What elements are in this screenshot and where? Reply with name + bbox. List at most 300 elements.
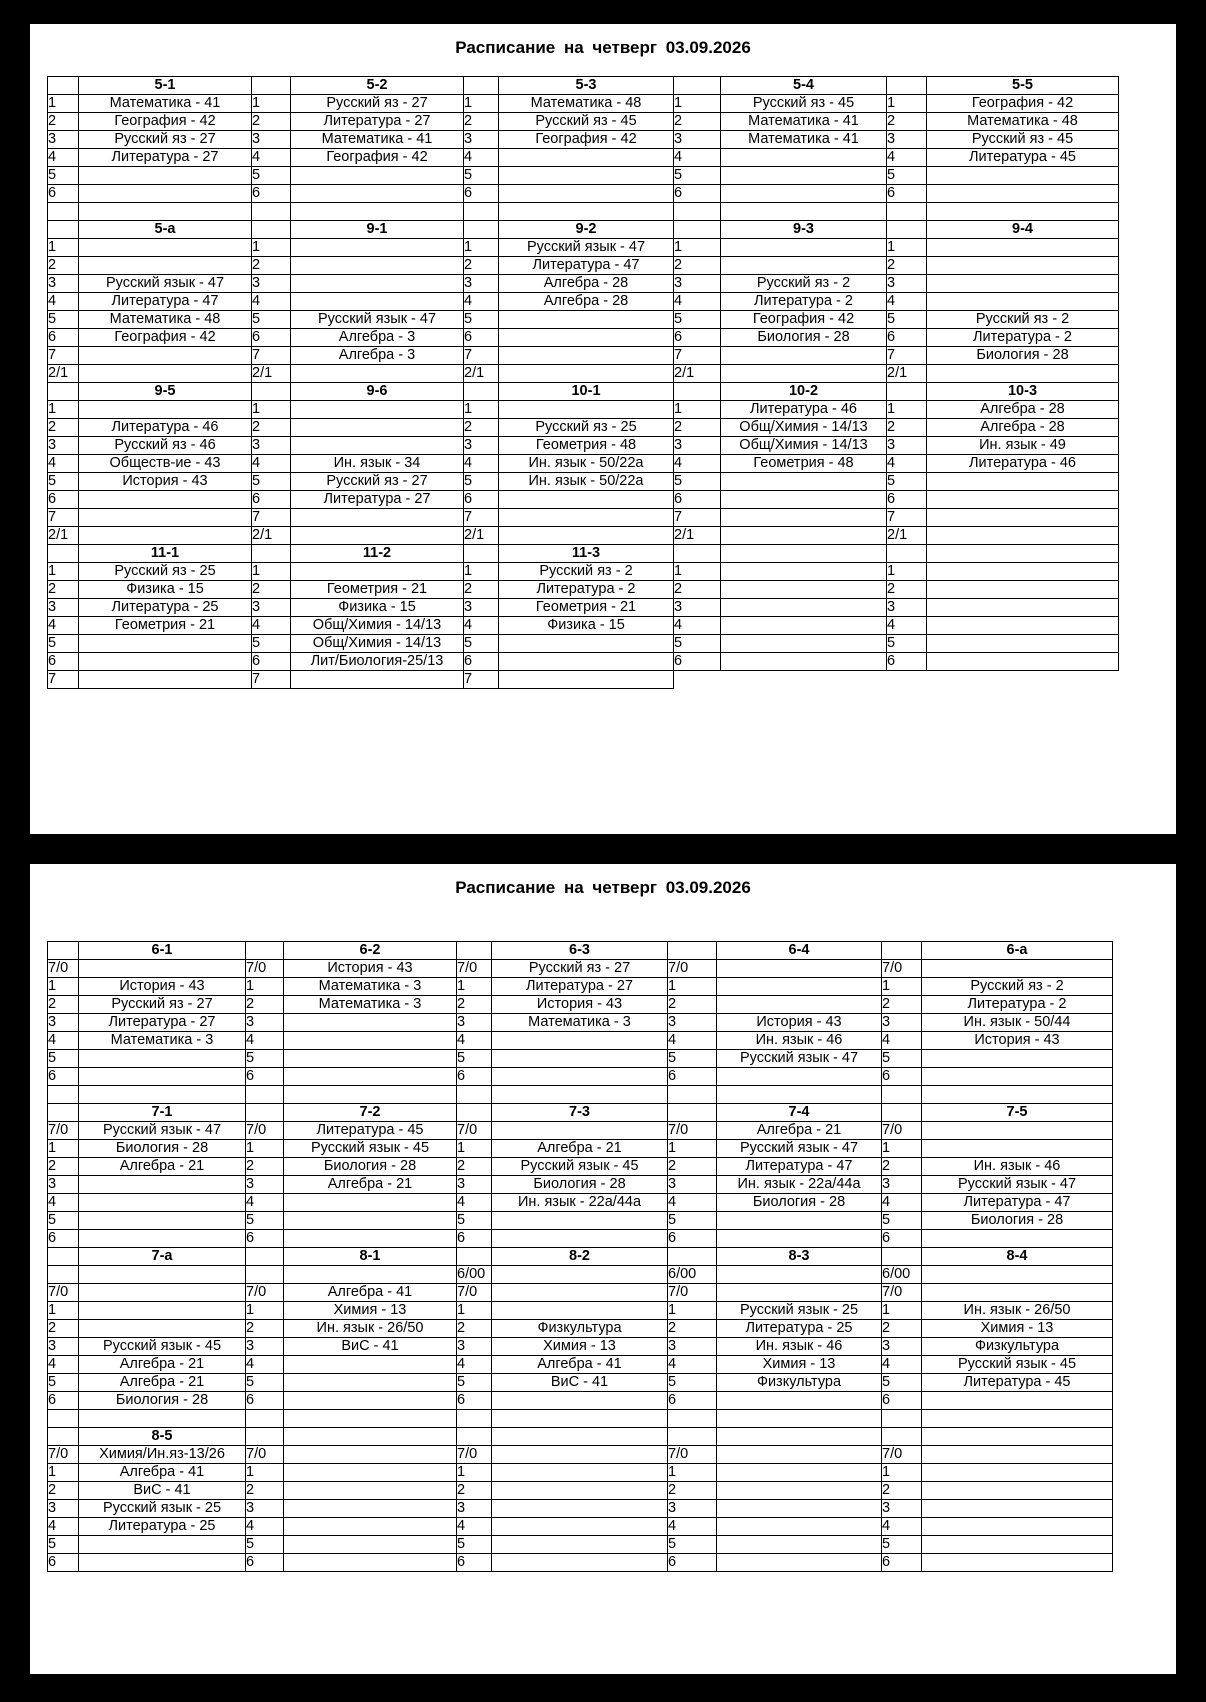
lesson-cell	[79, 491, 252, 509]
period-number-cell: 1	[252, 239, 291, 257]
period-number-cell: 1	[674, 239, 721, 257]
lesson-row	[48, 203, 1119, 221]
lesson-cell	[717, 1464, 882, 1482]
lesson-cell: Алгебра - 28	[499, 293, 674, 311]
lesson-cell: Алгебра - 3	[291, 347, 464, 365]
lesson-cell	[721, 653, 887, 671]
header-spacer-cell	[48, 1104, 79, 1122]
period-number-cell: 2	[48, 419, 79, 437]
lesson-cell: Ин. язык - 26/50	[284, 1320, 457, 1338]
lesson-cell: Общ/Химия - 14/13	[291, 635, 464, 653]
period-number-cell: 1	[48, 1140, 79, 1158]
lesson-cell	[284, 1266, 457, 1284]
header-spacer-cell	[48, 1428, 79, 1446]
lesson-row	[48, 1536, 1113, 1554]
period-number-cell: 1	[887, 95, 927, 113]
class-name-cell: 11-2	[291, 545, 464, 563]
lesson-cell	[927, 473, 1119, 491]
period-number-cell: 3	[668, 1176, 717, 1194]
period-number-cell: 2/1	[48, 365, 79, 383]
lesson-row	[48, 185, 1119, 203]
period-number-cell: 5	[668, 1212, 717, 1230]
class-name-cell: 9-1	[291, 221, 464, 239]
period-number-cell: 3	[887, 437, 927, 455]
lesson-row	[48, 1266, 1113, 1284]
lesson-cell	[922, 1068, 1113, 1086]
period-number-cell: 1	[882, 978, 922, 996]
period-number-cell: 5	[457, 1212, 492, 1230]
lesson-cell	[499, 203, 674, 221]
lesson-cell: Русский яз - 25	[499, 419, 674, 437]
period-number-cell: 3	[668, 1338, 717, 1356]
header-spacer-cell	[464, 77, 499, 95]
lesson-cell	[721, 599, 887, 617]
period-number-cell: 7/0	[246, 1122, 284, 1140]
period-number-cell: 4	[882, 1518, 922, 1536]
lesson-cell: Физика - 15	[291, 599, 464, 617]
period-number-cell: 1	[457, 978, 492, 996]
lesson-cell: Химия - 13	[284, 1302, 457, 1320]
period-number-cell: 3	[246, 1338, 284, 1356]
period-number-cell: 2	[668, 1320, 717, 1338]
lesson-cell	[492, 1554, 668, 1572]
lesson-row	[48, 617, 1119, 635]
lesson-cell	[922, 1266, 1113, 1284]
lesson-cell: Общ/Химия - 14/13	[721, 437, 887, 455]
lesson-cell: Биология - 28	[721, 329, 887, 347]
schedule-table	[47, 76, 1119, 689]
period-number-cell: 3	[252, 275, 291, 293]
lesson-cell: География - 42	[79, 329, 252, 347]
lesson-cell: Русский язык - 47	[79, 275, 252, 293]
lesson-cell	[79, 1212, 246, 1230]
class-name-cell: 9-2	[499, 221, 674, 239]
lesson-cell	[492, 1212, 668, 1230]
period-number-cell: 5	[252, 635, 291, 653]
period-number-cell: 1	[48, 563, 79, 581]
header-spacer-cell	[457, 1104, 492, 1122]
lesson-cell	[79, 1194, 246, 1212]
lesson-cell: Литература - 47	[79, 293, 252, 311]
class-header-row	[48, 545, 1119, 563]
header-spacer-cell	[464, 383, 499, 401]
period-number-cell: 6	[48, 653, 79, 671]
period-number-cell	[246, 1266, 284, 1284]
lesson-cell	[291, 239, 464, 257]
lesson-cell	[291, 203, 464, 221]
lesson-cell	[492, 1410, 668, 1428]
period-number-cell: 4	[48, 293, 79, 311]
period-number-cell: 1	[246, 978, 284, 996]
lesson-row	[48, 1086, 1113, 1104]
lesson-cell	[492, 1032, 668, 1050]
lesson-row	[48, 509, 1119, 527]
header-spacer-cell	[668, 1248, 717, 1266]
period-number-cell: 1	[48, 1464, 79, 1482]
lesson-cell	[291, 401, 464, 419]
lesson-row	[48, 1194, 1113, 1212]
period-number-cell: 5	[457, 1536, 492, 1554]
period-number-cell: 6	[887, 491, 927, 509]
period-number-cell: 5	[457, 1050, 492, 1068]
period-number-cell: 6	[48, 329, 79, 347]
period-number-cell: 2	[246, 1320, 284, 1338]
lesson-row	[48, 1050, 1113, 1068]
lesson-cell: Биология - 28	[492, 1176, 668, 1194]
lesson-row	[48, 653, 1119, 671]
period-number-cell: 3	[252, 437, 291, 455]
header-spacer-cell	[887, 77, 927, 95]
period-number-cell: 3	[457, 1014, 492, 1032]
lesson-cell	[721, 491, 887, 509]
lesson-cell	[717, 1230, 882, 1248]
lesson-cell: Геометрия - 48	[499, 437, 674, 455]
lesson-cell	[492, 1122, 668, 1140]
period-number-cell: 4	[464, 617, 499, 635]
period-number-cell: 3	[882, 1176, 922, 1194]
period-number-cell: 6	[48, 1392, 79, 1410]
lesson-cell: Физика - 15	[79, 581, 252, 599]
lesson-row	[48, 1392, 1113, 1410]
period-number-cell: 3	[457, 1338, 492, 1356]
lesson-cell	[922, 1518, 1113, 1536]
class-name-cell: 5-а	[79, 221, 252, 239]
period-number-cell: 4	[887, 617, 927, 635]
class-name-cell: 8-1	[284, 1248, 457, 1266]
lesson-row	[48, 491, 1119, 509]
header-spacer-cell	[457, 1428, 492, 1446]
period-number-cell: 7	[252, 509, 291, 527]
period-number-cell: 7/0	[457, 1446, 492, 1464]
lesson-cell	[717, 1446, 882, 1464]
lesson-cell	[922, 1230, 1113, 1248]
lesson-cell: Русский язык - 25	[79, 1500, 246, 1518]
lesson-cell: Русский яз - 27	[79, 996, 246, 1014]
period-number-cell: 2	[246, 1482, 284, 1500]
class-name-cell: 11-3	[499, 545, 674, 563]
class-name-cell	[284, 1428, 457, 1446]
lesson-cell: Ин. язык - 46	[717, 1338, 882, 1356]
period-number-cell: 6/00	[882, 1266, 922, 1284]
period-number-cell: 5	[252, 311, 291, 329]
lesson-cell: Литература - 2	[927, 329, 1119, 347]
lesson-cell	[499, 167, 674, 185]
lesson-cell	[499, 635, 674, 653]
lesson-cell: Алгебра - 21	[79, 1356, 246, 1374]
lesson-cell: Ин. язык - 46	[922, 1158, 1113, 1176]
period-number-cell: 4	[882, 1032, 922, 1050]
lesson-row	[48, 311, 1119, 329]
class-name-cell: 7-5	[922, 1104, 1113, 1122]
period-number-cell: 5	[887, 311, 927, 329]
header-spacer-cell	[252, 545, 291, 563]
lesson-cell: Литература - 47	[499, 257, 674, 275]
period-number-cell: 2	[252, 113, 291, 131]
lesson-cell: Алгебра - 28	[499, 275, 674, 293]
period-number-cell: 5	[48, 1374, 79, 1392]
lesson-cell	[922, 1392, 1113, 1410]
period-number-cell: 4	[457, 1518, 492, 1536]
lesson-cell	[927, 491, 1119, 509]
lesson-cell: Общ/Химия - 14/13	[291, 617, 464, 635]
class-header-row	[48, 77, 1119, 95]
period-number-cell: 5	[252, 473, 291, 491]
lesson-row	[48, 1212, 1113, 1230]
period-number-cell: 2/1	[252, 365, 291, 383]
lesson-cell: Физкультура	[717, 1374, 882, 1392]
lesson-cell	[721, 473, 887, 491]
lesson-cell	[499, 671, 674, 689]
period-number-cell: 3	[48, 599, 79, 617]
period-number-cell: 7/0	[48, 1122, 79, 1140]
period-number-cell: 6	[246, 1554, 284, 1572]
lesson-cell	[79, 1302, 246, 1320]
period-number-cell	[246, 1086, 284, 1104]
lesson-cell: Литература - 45	[927, 149, 1119, 167]
period-number-cell: 5	[252, 167, 291, 185]
period-number-cell: 6	[464, 491, 499, 509]
period-number-cell: 2/1	[887, 527, 927, 545]
class-name-cell	[927, 545, 1119, 563]
class-name-cell: 8-3	[717, 1248, 882, 1266]
period-number-cell: 3	[48, 1338, 79, 1356]
lesson-cell: Ин. язык - 46	[717, 1032, 882, 1050]
lesson-cell	[284, 1536, 457, 1554]
period-number-cell: 3	[252, 599, 291, 617]
lesson-cell: Алгебра - 41	[284, 1284, 457, 1302]
lesson-cell: Русский язык - 47	[499, 239, 674, 257]
lesson-cell: Геометрия - 21	[79, 617, 252, 635]
lesson-row	[48, 1176, 1113, 1194]
lesson-cell	[492, 1050, 668, 1068]
period-number-cell: 5	[48, 1212, 79, 1230]
lesson-cell	[492, 1302, 668, 1320]
period-number-cell: 1	[674, 563, 721, 581]
period-number-cell: 3	[464, 437, 499, 455]
lesson-cell: Математика - 41	[291, 131, 464, 149]
lesson-cell: Алгебра - 41	[79, 1464, 246, 1482]
lesson-row	[48, 996, 1113, 1014]
period-number-cell: 5	[48, 167, 79, 185]
class-header-row	[48, 1104, 1113, 1122]
lesson-cell: Химия - 13	[922, 1320, 1113, 1338]
period-number-cell: 5	[464, 473, 499, 491]
lesson-row	[48, 978, 1113, 996]
period-number-cell	[246, 1410, 284, 1428]
class-name-cell: 9-5	[79, 383, 252, 401]
period-number-cell	[48, 203, 79, 221]
period-number-cell: 6	[48, 1068, 79, 1086]
period-number-cell: 5	[668, 1050, 717, 1068]
lesson-cell	[499, 329, 674, 347]
lesson-row	[48, 365, 1119, 383]
period-number-cell: 6	[674, 491, 721, 509]
period-number-cell: 2	[882, 1158, 922, 1176]
lesson-cell	[291, 437, 464, 455]
period-number-cell: 2	[48, 1158, 79, 1176]
lesson-cell	[492, 1086, 668, 1104]
period-number-cell: 4	[48, 149, 79, 167]
period-number-cell: 2	[464, 581, 499, 599]
period-number-cell: 4	[48, 617, 79, 635]
lesson-cell: Литература - 27	[79, 149, 252, 167]
period-number-cell	[457, 1410, 492, 1428]
period-number-cell: 3	[48, 1176, 79, 1194]
period-number-cell: 3	[48, 131, 79, 149]
lesson-cell: Геометрия - 21	[291, 581, 464, 599]
period-number-cell: 4	[674, 455, 721, 473]
header-spacer-cell	[246, 1248, 284, 1266]
lesson-cell	[79, 167, 252, 185]
period-number-cell: 7	[887, 347, 927, 365]
lesson-cell: Лит/Биология-25/13	[291, 653, 464, 671]
period-number-cell: 7/0	[882, 1122, 922, 1140]
lesson-cell: Химия - 13	[717, 1356, 882, 1374]
period-number-cell: 2	[887, 419, 927, 437]
lesson-cell	[721, 563, 887, 581]
period-number-cell: 5	[674, 635, 721, 653]
header-spacer-cell	[674, 77, 721, 95]
period-number-cell: 3	[246, 1014, 284, 1032]
period-number-cell: 4	[464, 293, 499, 311]
lesson-cell	[291, 509, 464, 527]
lesson-cell: Математика - 48	[499, 95, 674, 113]
lesson-cell	[79, 671, 252, 689]
period-number-cell: 1	[668, 1464, 717, 1482]
period-number-cell	[48, 1410, 79, 1428]
lesson-cell: География - 42	[721, 311, 887, 329]
lesson-row	[48, 1302, 1113, 1320]
header-spacer-cell	[882, 1104, 922, 1122]
period-number-cell	[48, 1086, 79, 1104]
period-number-cell: 4	[668, 1518, 717, 1536]
period-number-cell: 4	[882, 1356, 922, 1374]
lesson-row	[48, 1446, 1113, 1464]
lesson-cell: Русский яз - 25	[79, 563, 252, 581]
period-number-cell: 1	[674, 401, 721, 419]
header-spacer-cell	[674, 383, 721, 401]
period-number-cell: 7	[48, 671, 79, 689]
lesson-cell	[927, 563, 1119, 581]
period-number-cell: 5	[246, 1536, 284, 1554]
lesson-cell	[721, 257, 887, 275]
lesson-cell: Математика - 3	[492, 1014, 668, 1032]
period-number-cell: 7/0	[668, 1122, 717, 1140]
period-number-cell: 2	[246, 996, 284, 1014]
lesson-cell: Русский язык - 45	[79, 1338, 246, 1356]
lesson-cell	[284, 1194, 457, 1212]
period-number-cell: 3	[674, 275, 721, 293]
lesson-cell: Литература - 25	[717, 1320, 882, 1338]
period-number-cell: 3	[464, 275, 499, 293]
lesson-cell: Химия/Ин.яз-13/26	[79, 1446, 246, 1464]
lesson-cell	[927, 167, 1119, 185]
period-number-cell: 2	[882, 1482, 922, 1500]
period-number-cell: 5	[464, 167, 499, 185]
lesson-cell: География - 42	[499, 131, 674, 149]
lesson-cell	[922, 1284, 1113, 1302]
lesson-cell: Алгебра - 28	[927, 419, 1119, 437]
period-number-cell: 3	[887, 131, 927, 149]
lesson-cell	[499, 347, 674, 365]
period-number-cell: 1	[464, 401, 499, 419]
period-number-cell: 1	[668, 1140, 717, 1158]
period-number-cell: 6	[48, 1230, 79, 1248]
period-number-cell: 6	[882, 1554, 922, 1572]
lesson-row	[48, 1500, 1113, 1518]
class-name-cell: 10-2	[721, 383, 887, 401]
lesson-row	[48, 1464, 1113, 1482]
lesson-row	[48, 1230, 1113, 1248]
period-number-cell: 1	[48, 95, 79, 113]
lesson-cell: Алгебра - 28	[927, 401, 1119, 419]
lesson-cell	[922, 1410, 1113, 1428]
lesson-row	[48, 113, 1119, 131]
lesson-cell	[79, 1230, 246, 1248]
period-number-cell: 4	[48, 1194, 79, 1212]
lesson-cell: География - 42	[927, 95, 1119, 113]
period-number-cell: 7	[464, 347, 499, 365]
lesson-cell	[79, 401, 252, 419]
period-number-cell: 6	[457, 1068, 492, 1086]
period-number-cell: 1	[246, 1464, 284, 1482]
lesson-cell: Литература - 46	[79, 419, 252, 437]
lesson-cell: История - 43	[492, 996, 668, 1014]
period-number-cell: 5	[48, 311, 79, 329]
lesson-cell	[291, 167, 464, 185]
lesson-row	[48, 581, 1119, 599]
period-number-cell: 1	[457, 1302, 492, 1320]
lesson-cell	[922, 1086, 1113, 1104]
lesson-row	[48, 149, 1119, 167]
lesson-cell: Русский язык - 45	[922, 1356, 1113, 1374]
lesson-cell: Биология - 28	[284, 1158, 457, 1176]
lesson-cell	[284, 1500, 457, 1518]
lesson-cell: Обществ-ие - 43	[79, 455, 252, 473]
lesson-cell: Русский яз - 45	[499, 113, 674, 131]
lesson-cell: Ин. язык - 22а/44а	[717, 1176, 882, 1194]
lesson-cell	[717, 996, 882, 1014]
period-number-cell: 5	[887, 167, 927, 185]
period-number-cell: 6	[668, 1230, 717, 1248]
lesson-row	[48, 563, 1119, 581]
lesson-cell: ВиС - 41	[79, 1482, 246, 1500]
lesson-row	[48, 437, 1119, 455]
lesson-row	[48, 1284, 1113, 1302]
lesson-cell	[79, 960, 246, 978]
lesson-cell	[284, 1446, 457, 1464]
lesson-row	[48, 1338, 1113, 1356]
lesson-cell	[79, 527, 252, 545]
lesson-cell: ВиС - 41	[492, 1374, 668, 1392]
period-number-cell	[48, 1266, 79, 1284]
class-name-cell: 10-1	[499, 383, 674, 401]
period-number-cell: 2	[252, 419, 291, 437]
lesson-cell: История - 43	[717, 1014, 882, 1032]
period-number-cell: 4	[252, 149, 291, 167]
period-number-cell: 6	[668, 1554, 717, 1572]
period-number-cell: 1	[252, 95, 291, 113]
lesson-cell	[717, 1410, 882, 1428]
lesson-cell: Русский яз - 2	[927, 311, 1119, 329]
period-number-cell: 2	[674, 419, 721, 437]
class-name-cell: 9-6	[291, 383, 464, 401]
period-number-cell: 6	[457, 1554, 492, 1572]
lesson-row	[48, 1014, 1113, 1032]
period-number-cell: 2	[457, 1482, 492, 1500]
period-number-cell: 4	[48, 1356, 79, 1374]
lesson-cell: История - 43	[79, 978, 246, 996]
